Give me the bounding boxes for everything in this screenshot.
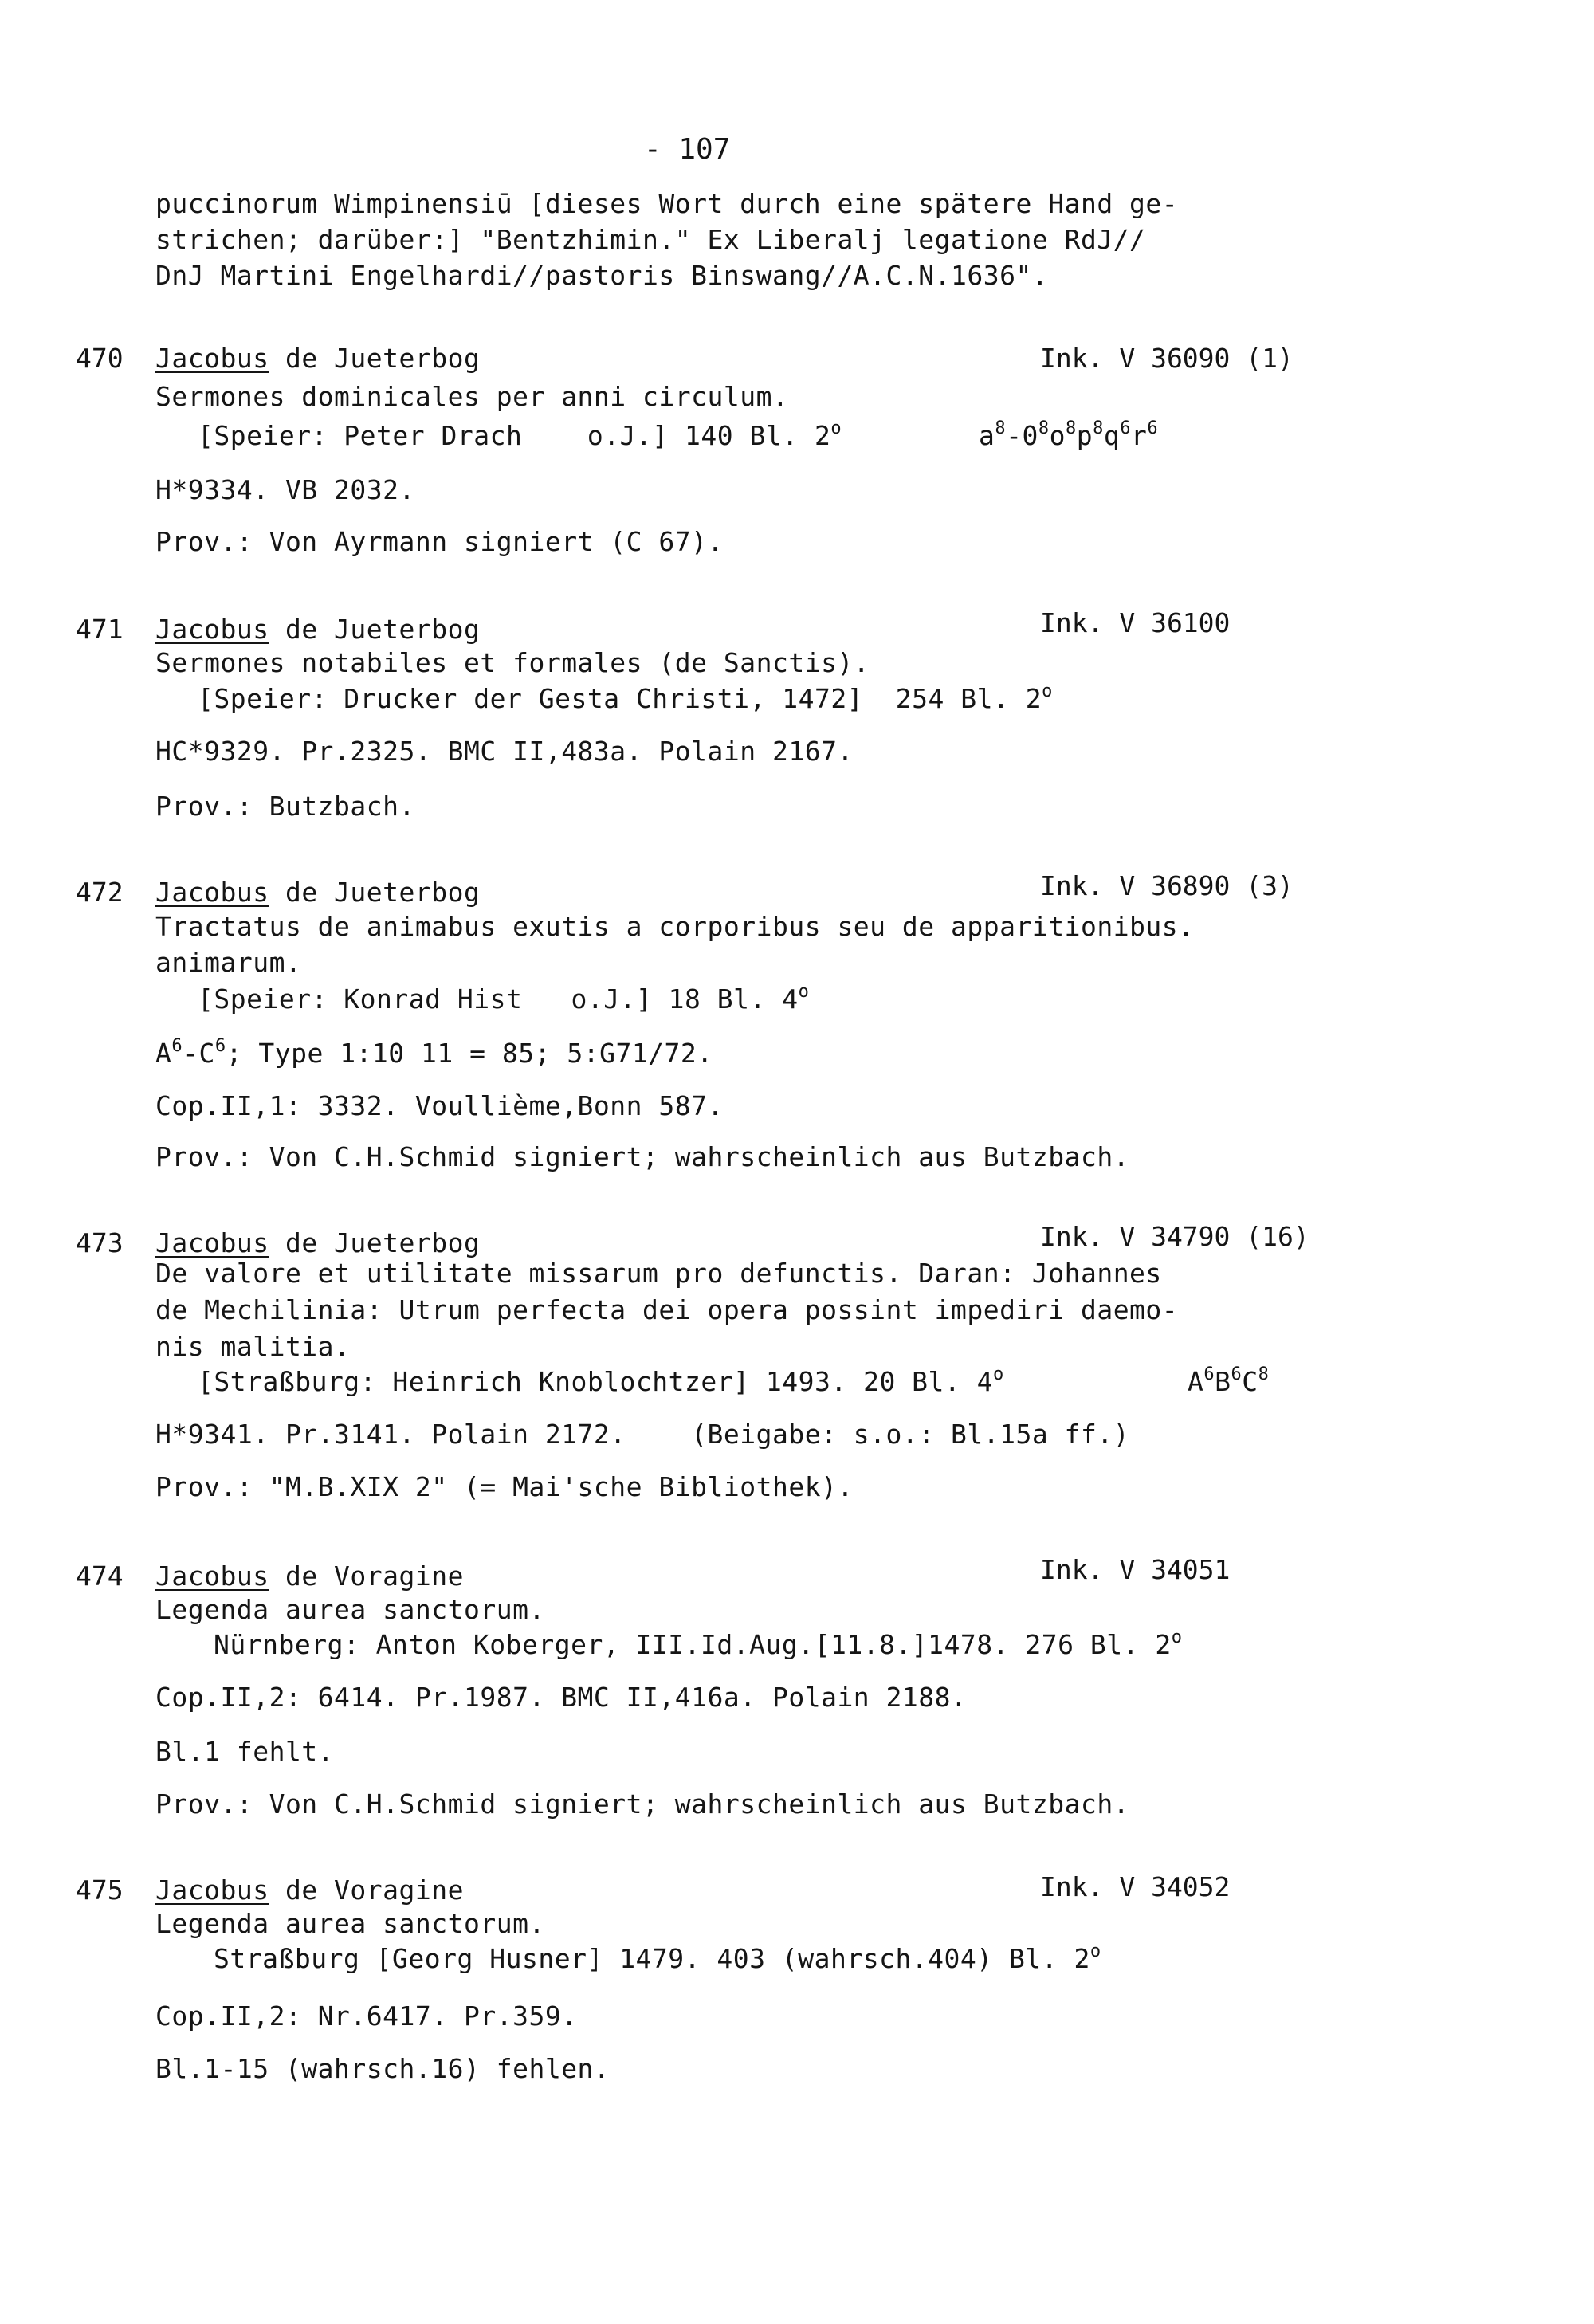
entry-number: 474 [76,1560,124,1592]
entry-references: Cop.II,1: 3332. Voullième,Bonn 587. [155,1090,724,1121]
entry-title-cont: de Mechilinia: Utrum perfecta dei opera possint impediri daemo- [155,1294,1179,1325]
entry-number: 473 [76,1227,124,1258]
entry-imprint [198,420,842,452]
entry-note: Bl.1 fehlt. [155,1736,335,1767]
collation: $A^6B^6C^8$ [1188,1364,1270,1397]
entry-references: Cop.II,2: 6414. Pr.1987. BMC II,416a. Polain 2188. [155,1682,968,1713]
entry-provenance: Prov.: "M.B.XIX 2" (= Mai'sche Bibliothek). [155,1471,854,1502]
author-rest: de Voragine [269,1875,464,1906]
shelf-mark: Ink. V 36890 (3) [1040,870,1294,901]
entry-title: Sermones dominicales per anni circulum. [155,381,789,412]
format-sup: o [1042,681,1053,701]
author-first-name: Jacobus [155,343,269,374]
intro-line-2: strichen; darüber:] "Bentzhimin." Ex Liberalj legatione RdJ// [155,224,1146,255]
format-sup: o [798,982,810,1002]
entry-author [155,1875,464,1906]
entry-author [155,1227,480,1259]
entry-provenance: Prov.: Von C.H.Schmid signiert; wahrscheinlich aus Butzbach. [155,1141,1130,1172]
imprint-text: [Straßburg: Heinrich Knoblochtzer] 1493. 20 Bl. 4 [198,1366,994,1397]
author-rest: de Jueterbog [269,343,481,374]
author-first-name: Jacobus [155,1875,269,1906]
shelf-mark: Ink. V 36100 [1040,607,1231,638]
author-first-name: Jacobus [155,1560,269,1592]
imprint-text: Nürnberg: Anton Koberger, III.Id.Aug.[11.8.]1478. 276 Bl. 2 [214,1629,1172,1660]
entry-title: De valore et utilitate missarum pro defunctis. Daran: Johannes [155,1258,1162,1289]
entry-references: H*9341. Pr.3141. Polain 2172. (Beigabe: s.o.: Bl.15a ff.) [155,1419,1130,1450]
entry-number: 472 [76,877,124,908]
entry-title-cont: animarum. [155,947,302,978]
imprint-text: [Speier: Drucker der Gesta Christi, 1472] 254 Bl. 2 [198,683,1042,714]
imprint-text: [Speier: Konrad Hist o.J.] 18 Bl. 4 [198,983,799,1015]
entry-title: Legenda aurea sanctorum. [155,1594,545,1625]
format-sup: o [993,1364,1004,1384]
entry-title: Tractatus de animabus exutis a corporibus seu de apparitionibus. [155,911,1195,942]
shelf-mark: Ink. V 34052 [1040,1871,1231,1902]
format-sup: o [1171,1627,1183,1647]
author-rest: de Jueterbog [269,1227,481,1258]
entry-imprint [198,1366,1004,1398]
author-first-name: Jacobus [155,1227,269,1258]
intro-line-1: puccinorum Wimpinensiū [dieses Wort durch eine spätere Hand ge- [155,188,1179,219]
entry-provenance: Prov.: Von C.H.Schmid signiert; wahrscheinlich aus Butzbach. [155,1788,1130,1820]
author-rest: de Voragine [269,1560,464,1592]
imprint-text: Straßburg [Georg Husner] 1479. 403 (wahrsch.404) Bl. 2 [214,1943,1090,1974]
entry-author [155,1560,464,1592]
entry-author [155,343,480,375]
page-number: - 107 [644,133,731,166]
entry-number: 471 [76,614,124,645]
entry-title: Legenda aurea sanctorum. [155,1908,545,1939]
collation: $A^6-C^6$; Type 1:10 11 = 85; 5:G71/72. [155,1036,713,1069]
entry-provenance: Prov.: Von Ayrmann signiert (C 67). [155,526,724,557]
entry-title: Sermones notabiles et formales (de Sanctis). [155,647,870,678]
author-rest: de Jueterbog [269,614,481,645]
entry-note: Bl.1-15 (wahrsch.16) fehlen. [155,2053,611,2084]
shelf-mark: Ink. V 34790 (16) [1040,1221,1309,1252]
imprint-text: [Speier: Peter Drach o.J.] 140 Bl. 2 [198,420,831,451]
entry-title-cont: nis malitia. [155,1331,351,1362]
entry-references: HC*9329. Pr.2325. BMC II,483a. Polain 2167. [155,736,854,767]
entry-imprint [214,1629,1182,1661]
entry-author [155,877,480,909]
entry-references: Cop.II,2: Nr.6417. Pr.359. [155,2000,578,2032]
entry-provenance: Prov.: Butzbach. [155,791,415,822]
collation: $a^8-0^8o^8p^8q^6r^6$ [979,418,1159,451]
shelf-mark: Ink. V 36090 (1) [1040,343,1294,374]
format-sup: o [1089,1941,1101,1961]
entry-references: H*9334. VB 2032. [155,474,415,505]
entry-author [155,614,480,646]
author-first-name: Jacobus [155,877,269,908]
shelf-mark: Ink. V 34051 [1040,1554,1231,1585]
entry-number: 475 [76,1875,124,1906]
author-rest: de Jueterbog [269,877,481,908]
entry-imprint [214,1943,1101,1975]
intro-line-3: DnJ Martini Engelhardi//pastoris Binswang//A.C.N.1636". [155,260,1049,291]
format-sup: o [830,418,842,438]
author-first-name: Jacobus [155,614,269,645]
entry-number: 470 [76,343,124,374]
entry-imprint [198,983,809,1015]
entry-imprint [198,683,1053,715]
